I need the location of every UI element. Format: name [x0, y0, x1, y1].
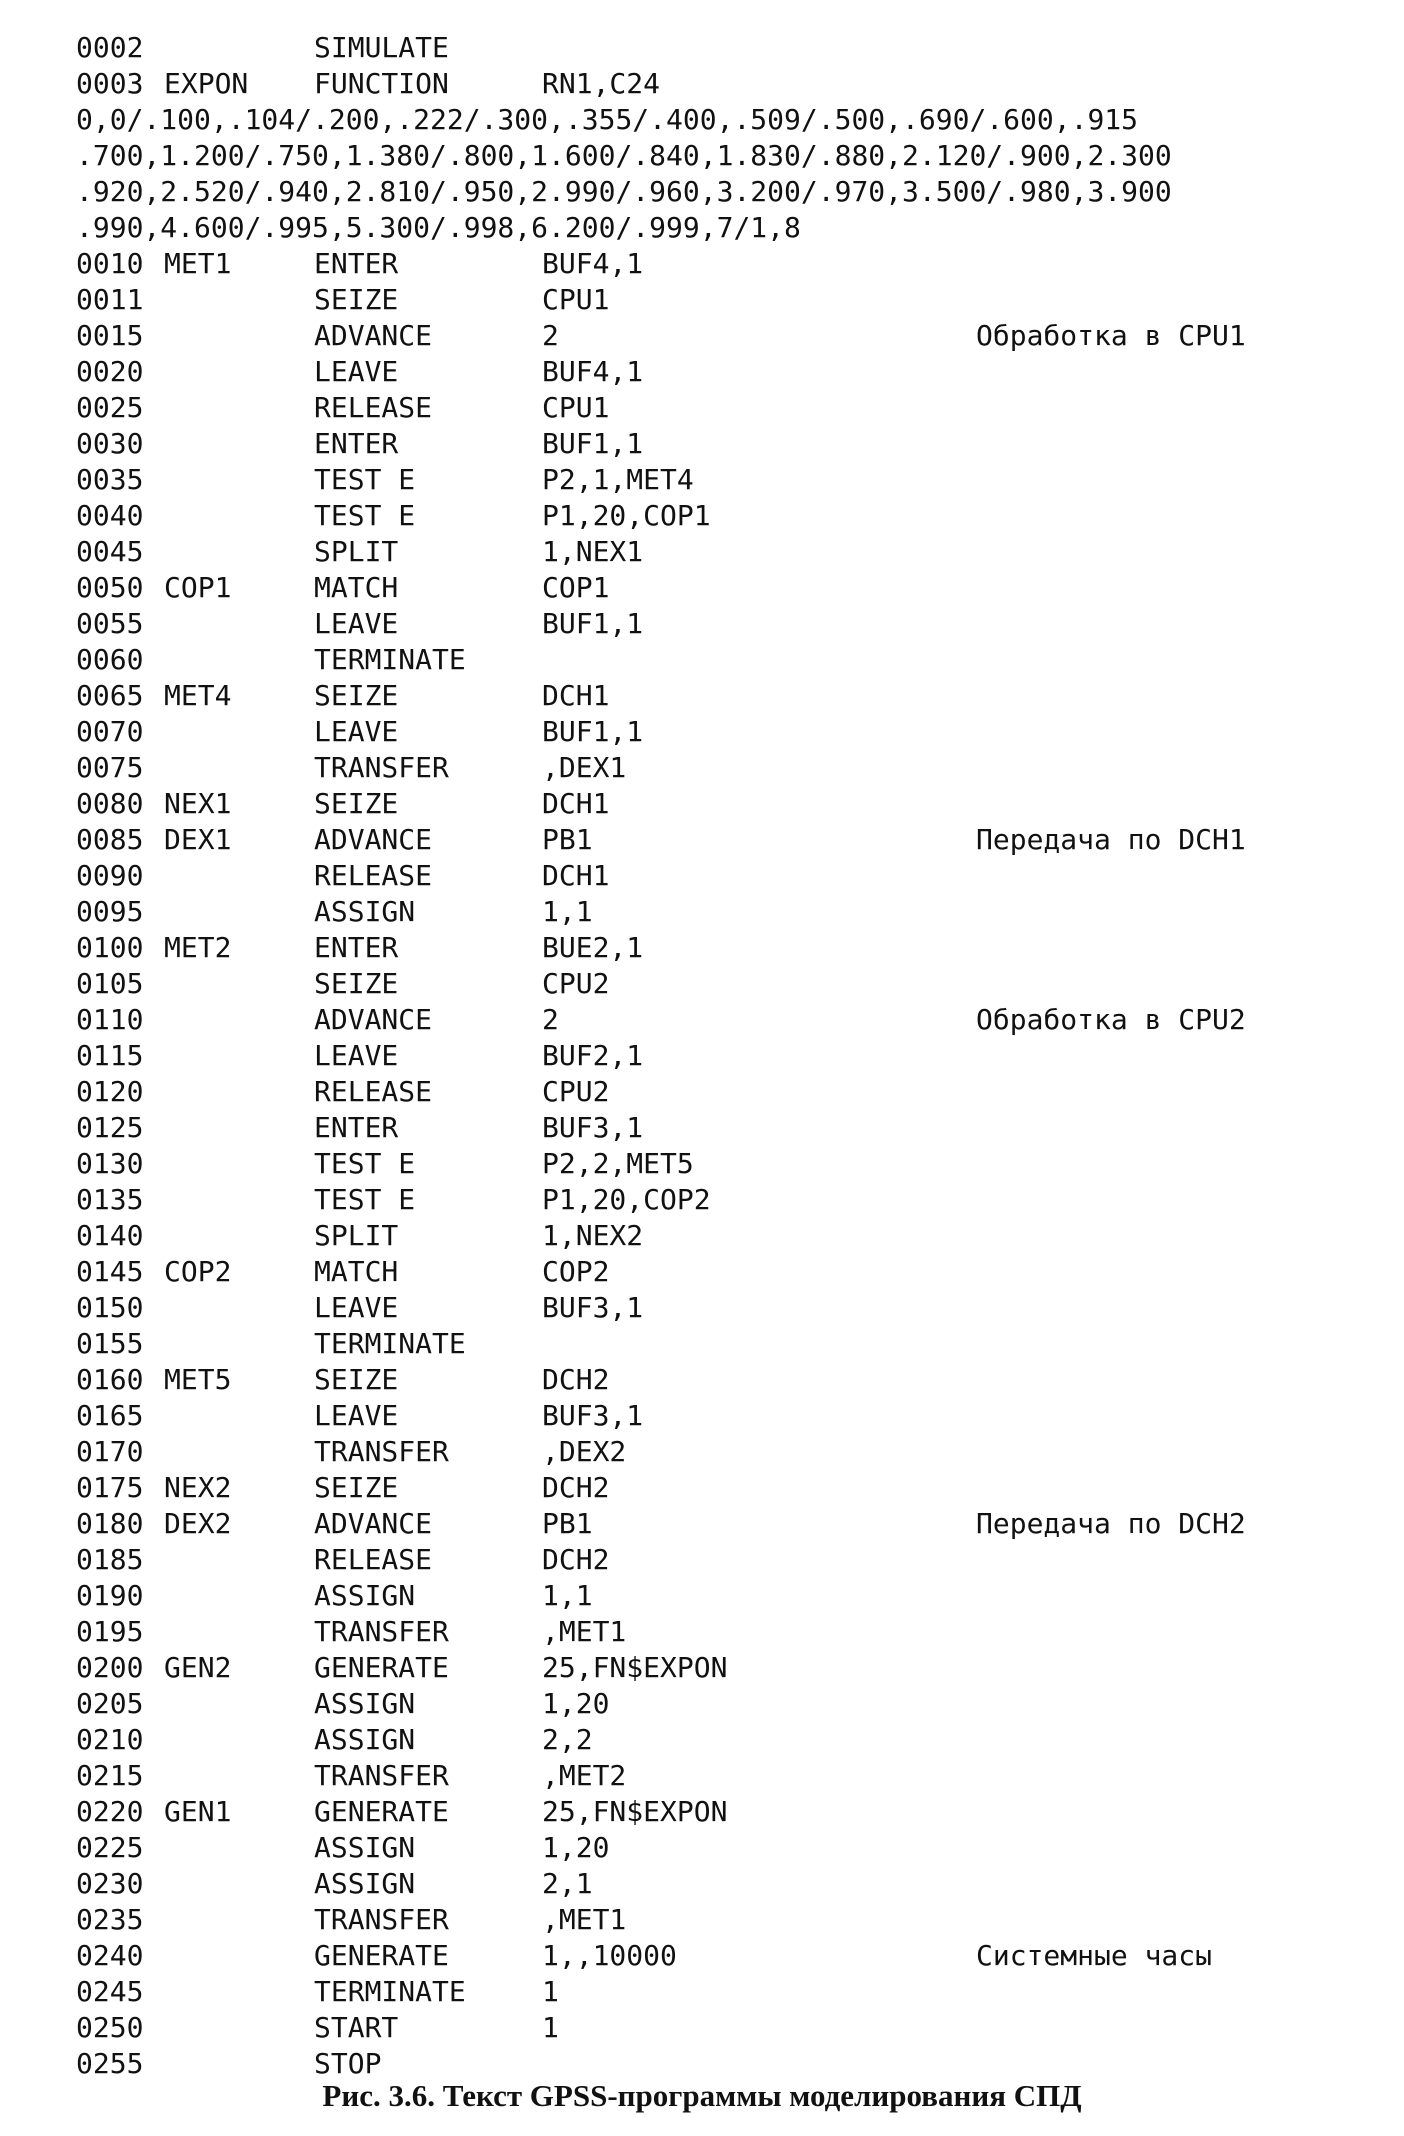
block-operator: ADVANCE [314, 1507, 433, 1540]
block-label: MET1 [164, 247, 232, 280]
block-operands: BUF1,1 [542, 715, 644, 748]
line-number: 0245 [76, 1975, 144, 2008]
function-points: .700,1.200/.750,1.380/.800,1.600/.840,1.830/.880,2.120/.900,2.300 [76, 139, 1172, 172]
line-number: 0090 [76, 859, 144, 892]
block-operands: 2 [542, 1003, 559, 1036]
program-line [76, 1758, 1396, 1794]
block-operator: SEIZE [314, 1363, 399, 1396]
block-operands: COP2 [542, 1255, 610, 1288]
block-label: MET2 [164, 931, 232, 964]
block-operands: ,MET2 [542, 1759, 627, 1792]
block-operator: SEIZE [314, 787, 399, 820]
line-number: 0115 [76, 1039, 144, 1072]
program-line [76, 1002, 1396, 1038]
block-operator: START [314, 2011, 399, 2044]
block-operands: PB1 [542, 1507, 593, 1540]
block-operator: SEIZE [314, 283, 399, 316]
block-operands: ,MET1 [542, 1903, 627, 1936]
block-operator: ASSIGN [314, 1579, 416, 1612]
line-number: 0185 [76, 1543, 144, 1576]
line-number: 0080 [76, 787, 144, 820]
line-number: 0020 [76, 355, 144, 388]
line-number: 0085 [76, 823, 144, 856]
block-operator: SIMULATE [314, 31, 449, 64]
line-comment: Обработка в CPU2 [976, 1003, 1246, 1036]
block-operands: BUF1,1 [542, 607, 644, 640]
block-operands: BUF3,1 [542, 1111, 644, 1144]
line-number: 0170 [76, 1435, 144, 1468]
line-number: 0145 [76, 1255, 144, 1288]
block-operands: P2,2,MET5 [542, 1147, 694, 1180]
block-operator: ENTER [314, 247, 399, 280]
function-points: .990,4.600/.995,5.300/.998,6.200/.999,7/1,8 [76, 211, 801, 244]
block-label: EXPON [164, 67, 249, 100]
line-number: 0070 [76, 715, 144, 748]
program-line [76, 498, 1396, 534]
program-line [76, 426, 1396, 462]
program-line [76, 1326, 1396, 1362]
program-line [76, 606, 1396, 642]
block-operator: LEAVE [314, 1399, 399, 1432]
program-line [76, 894, 1396, 930]
block-operator: ENTER [314, 427, 399, 460]
block-operands: DCH1 [542, 679, 610, 712]
program-line [76, 1866, 1396, 1902]
block-operands: BUF3,1 [542, 1291, 644, 1324]
block-label: GEN1 [164, 1795, 232, 1828]
program-line [76, 1794, 1396, 1830]
line-number: 0205 [76, 1687, 144, 1720]
program-line [76, 642, 1396, 678]
block-label: DEX2 [164, 1507, 232, 1540]
line-number: 0045 [76, 535, 144, 568]
block-operands: CPU2 [542, 1075, 610, 1108]
program-line [76, 1434, 1396, 1470]
line-number: 0210 [76, 1723, 144, 1756]
block-operator: LEAVE [314, 715, 399, 748]
block-operator: ASSIGN [314, 1867, 416, 1900]
program-line [76, 534, 1396, 570]
function-data-line [76, 174, 1396, 210]
block-operator: RELEASE [314, 391, 433, 424]
block-operands: RN1,C24 [542, 67, 661, 100]
program-line [76, 1830, 1396, 1866]
line-number: 0025 [76, 391, 144, 424]
block-operator: TRANSFER [314, 1615, 449, 1648]
line-number: 0030 [76, 427, 144, 460]
line-number: 0140 [76, 1219, 144, 1252]
block-operator: ADVANCE [314, 319, 433, 352]
block-operator: MATCH [314, 571, 399, 604]
block-operator: TERMINATE [314, 643, 466, 676]
line-number: 0125 [76, 1111, 144, 1144]
program-line [76, 354, 1396, 390]
line-number: 0165 [76, 1399, 144, 1432]
function-points: .920,2.520/.940,2.810/.950,2.990/.960,3.200/.970,3.500/.980,3.900 [76, 175, 1172, 208]
line-number: 0110 [76, 1003, 144, 1036]
block-operands: 1,20 [542, 1831, 610, 1864]
line-comment: Системные часы [976, 1939, 1213, 1972]
block-operands: 1,NEX2 [542, 1219, 644, 1252]
block-operator: ASSIGN [314, 895, 416, 928]
program-line [76, 750, 1396, 786]
block-operator: GENERATE [314, 1795, 449, 1828]
line-number: 0130 [76, 1147, 144, 1180]
program-line [76, 66, 1396, 102]
program-line [76, 1902, 1396, 1938]
block-operands: 1,1 [542, 1579, 593, 1612]
line-comment: Передача по DCH2 [976, 1507, 1246, 1540]
program-line [76, 1110, 1396, 1146]
block-label: GEN2 [164, 1651, 232, 1684]
block-operator: TRANSFER [314, 1435, 449, 1468]
block-label: COP1 [164, 571, 232, 604]
block-operands: DCH1 [542, 787, 610, 820]
block-operands: CPU2 [542, 967, 610, 1000]
line-number: 0200 [76, 1651, 144, 1684]
block-operands: DCH2 [542, 1363, 610, 1396]
program-line [76, 1398, 1396, 1434]
gpss-program-listing [76, 30, 1396, 2082]
line-number: 0095 [76, 895, 144, 928]
program-line [76, 858, 1396, 894]
line-number: 0002 [76, 31, 144, 64]
block-operands: BUF4,1 [542, 355, 644, 388]
block-operator: TEST E [314, 463, 416, 496]
program-line [76, 30, 1396, 66]
block-operands: DCH1 [542, 859, 610, 892]
block-operator: ADVANCE [314, 823, 433, 856]
block-operands: 1,20 [542, 1687, 610, 1720]
block-operands: ,DEX2 [542, 1435, 627, 1468]
line-number: 0015 [76, 319, 144, 352]
line-number: 0055 [76, 607, 144, 640]
program-line [76, 1074, 1396, 1110]
line-number: 0255 [76, 2047, 144, 2080]
program-line [76, 1362, 1396, 1398]
block-operator: LEAVE [314, 607, 399, 640]
function-data-line [76, 102, 1396, 138]
block-operator: SEIZE [314, 967, 399, 1000]
block-operator: FUNCTION [314, 67, 449, 100]
program-line [76, 966, 1396, 1002]
function-data-line [76, 210, 1396, 246]
block-operands: ,DEX1 [542, 751, 627, 784]
block-operands: ,MET1 [542, 1615, 627, 1648]
block-label: MET4 [164, 679, 232, 712]
line-number: 0190 [76, 1579, 144, 1612]
block-operands: P1,20,COP2 [542, 1183, 711, 1216]
block-operator: ASSIGN [314, 1831, 416, 1864]
block-operator: ASSIGN [314, 1723, 416, 1756]
block-operator: ENTER [314, 1111, 399, 1144]
line-number: 0230 [76, 1867, 144, 1900]
program-line [76, 1218, 1396, 1254]
block-operator: TEST E [314, 499, 416, 532]
figure-caption: Рис. 3.6. Текст GPSS-программы моделирования СПД [322, 2078, 1082, 2113]
program-line [76, 1938, 1396, 1974]
block-operator: SPLIT [314, 535, 399, 568]
block-operator: LEAVE [314, 1291, 399, 1324]
block-operands: BUF3,1 [542, 1399, 644, 1432]
line-number: 0250 [76, 2011, 144, 2044]
block-label: NEX1 [164, 787, 232, 820]
line-number: 0220 [76, 1795, 144, 1828]
line-number: 0135 [76, 1183, 144, 1216]
block-operands: BUF4,1 [542, 247, 644, 280]
block-operator: MATCH [314, 1255, 399, 1288]
line-comment: Передача по DCH1 [976, 823, 1246, 856]
line-number: 0075 [76, 751, 144, 784]
block-operands: P2,1,MET4 [542, 463, 694, 496]
block-operands: BUF2,1 [542, 1039, 644, 1072]
function-points: 0,0/.100,.104/.200,.222/.300,.355/.400,.509/.500,.690/.600,.915 [76, 103, 1139, 136]
block-operands: P1,20,COP1 [542, 499, 711, 532]
program-line [76, 1038, 1396, 1074]
line-number: 0225 [76, 1831, 144, 1864]
program-line [76, 318, 1396, 354]
line-comment: Обработка в CPU1 [976, 319, 1246, 352]
line-number: 0180 [76, 1507, 144, 1540]
block-label: COP2 [164, 1255, 232, 1288]
block-operands: CPU1 [542, 391, 610, 424]
program-line [76, 1182, 1396, 1218]
line-number: 0195 [76, 1615, 144, 1648]
block-operator: ENTER [314, 931, 399, 964]
block-operator: TRANSFER [314, 1903, 449, 1936]
block-operator: LEAVE [314, 355, 399, 388]
block-operands: 2,1 [542, 1867, 593, 1900]
line-number: 0150 [76, 1291, 144, 1324]
line-number: 0120 [76, 1075, 144, 1108]
block-operands: CPU1 [542, 283, 610, 316]
line-number: 0050 [76, 571, 144, 604]
line-number: 0160 [76, 1363, 144, 1396]
program-line [76, 2010, 1396, 2046]
block-operator: TEST E [314, 1183, 416, 1216]
block-operands: 2 [542, 319, 559, 352]
program-line [76, 1470, 1396, 1506]
block-operator: SEIZE [314, 679, 399, 712]
program-line [76, 1146, 1396, 1182]
block-operands: DCH2 [542, 1543, 610, 1576]
line-number: 0215 [76, 1759, 144, 1792]
program-line [76, 1506, 1396, 1542]
program-line [76, 678, 1396, 714]
block-label: DEX1 [164, 823, 232, 856]
line-number: 0035 [76, 463, 144, 496]
program-line [76, 714, 1396, 750]
block-operands: 1 [542, 1975, 559, 2008]
line-number: 0060 [76, 643, 144, 676]
line-number: 0105 [76, 967, 144, 1000]
block-operator: SEIZE [314, 1471, 399, 1504]
block-operands: 25,FN$EXPON [542, 1651, 728, 1684]
program-line [76, 462, 1396, 498]
block-operator: RELEASE [314, 859, 433, 892]
block-label: NEX2 [164, 1471, 232, 1504]
block-operator: TERMINATE [314, 1975, 466, 2008]
block-operands: 1 [542, 2011, 559, 2044]
block-label: MET5 [164, 1363, 232, 1396]
program-line [76, 786, 1396, 822]
block-operator: SPLIT [314, 1219, 399, 1252]
block-operator: TEST E [314, 1147, 416, 1180]
line-number: 0010 [76, 247, 144, 280]
block-operator: RELEASE [314, 1543, 433, 1576]
block-operator: TERMINATE [314, 1327, 466, 1360]
block-operands: DCH2 [542, 1471, 610, 1504]
block-operator: ASSIGN [314, 1687, 416, 1720]
line-number: 0011 [76, 283, 144, 316]
block-operator: GENERATE [314, 1651, 449, 1684]
line-number: 0040 [76, 499, 144, 532]
block-operator: LEAVE [314, 1039, 399, 1072]
block-operands: PB1 [542, 823, 593, 856]
line-number: 0175 [76, 1471, 144, 1504]
program-line [76, 246, 1396, 282]
block-operands: BUF1,1 [542, 427, 644, 460]
block-operands: 1,NEX1 [542, 535, 644, 568]
block-operator: TRANSFER [314, 751, 449, 784]
program-line [76, 1686, 1396, 1722]
block-operator: RELEASE [314, 1075, 433, 1108]
block-operands: 25,FN$EXPON [542, 1795, 728, 1828]
program-line [76, 1722, 1396, 1758]
block-operands: COP1 [542, 571, 610, 604]
program-line [76, 570, 1396, 606]
function-data-line [76, 138, 1396, 174]
line-number: 0235 [76, 1903, 144, 1936]
program-line [76, 1578, 1396, 1614]
program-line [76, 390, 1396, 426]
program-line [76, 1254, 1396, 1290]
block-operands: 1,1 [542, 895, 593, 928]
line-number: 0155 [76, 1327, 144, 1360]
block-operator: GENERATE [314, 1939, 449, 1972]
line-number: 0065 [76, 679, 144, 712]
program-line [76, 282, 1396, 318]
program-line [76, 930, 1396, 966]
line-number: 0003 [76, 67, 144, 100]
program-line [76, 1290, 1396, 1326]
program-line [76, 1542, 1396, 1578]
program-line [76, 1614, 1396, 1650]
line-number: 0240 [76, 1939, 144, 1972]
line-number: 0100 [76, 931, 144, 964]
block-operator: STOP [314, 2047, 382, 2080]
block-operands: BUE2,1 [542, 931, 644, 964]
block-operator: TRANSFER [314, 1759, 449, 1792]
block-operands: 2,2 [542, 1723, 593, 1756]
program-line [76, 822, 1396, 858]
program-line [76, 1974, 1396, 2010]
program-line [76, 1650, 1396, 1686]
block-operands: 1,,10000 [542, 1939, 677, 1972]
block-operator: ADVANCE [314, 1003, 433, 1036]
